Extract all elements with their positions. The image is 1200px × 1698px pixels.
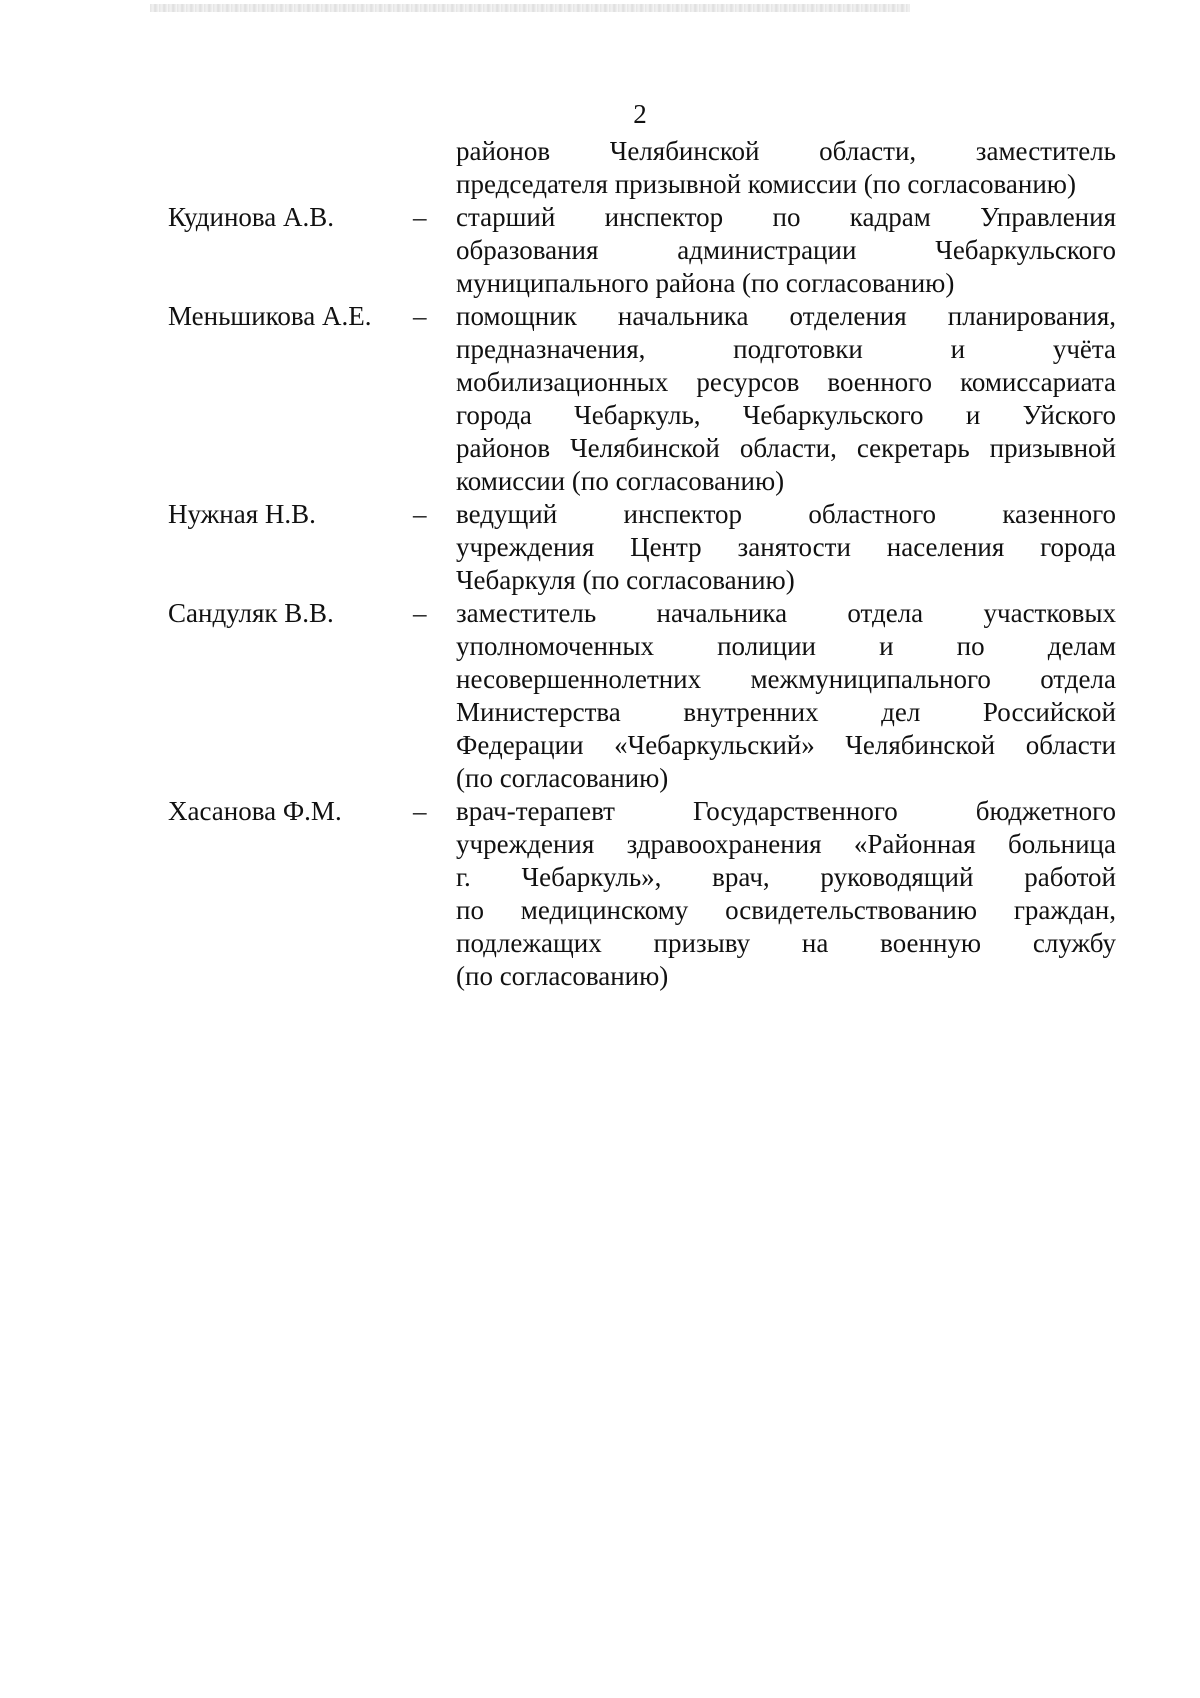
text-line: Министерства внутренних дел Российской xyxy=(456,697,1116,727)
dash-separator: – xyxy=(413,499,427,529)
dash-separator: – xyxy=(413,301,427,331)
text-line: врач-терапевт Государственного бюджетного xyxy=(456,796,1116,826)
text-line: образования администрации Чебаркульского xyxy=(456,235,1116,265)
scan-edge-artifact xyxy=(150,4,910,12)
text-line: заместитель начальника отдела участковых xyxy=(456,598,1116,628)
text-line: помощник начальника отделения планирования, xyxy=(456,301,1116,331)
member-description xyxy=(456,201,1116,300)
member-name: Хасанова Ф.М. xyxy=(168,796,342,826)
text-line: несовершеннолетних межмуниципального отдела xyxy=(456,664,1116,694)
text-line: районов Челябинской области, заместитель xyxy=(456,136,1116,166)
member-name: Кудинова А.В. xyxy=(168,202,335,232)
member-name: Нужная Н.В. xyxy=(168,499,316,529)
member-description xyxy=(456,498,1116,597)
text-line: председателя призывной комиссии (по согласованию) xyxy=(456,169,1076,199)
member-name: Сандуляк В.В. xyxy=(168,598,334,628)
text-line: города Чебаркуль, Чебаркульского и Уйского xyxy=(456,400,1116,430)
page-number: 2 xyxy=(633,99,647,129)
text-line: уполномоченных полиции и по делам xyxy=(456,631,1116,661)
text-line: г. Чебаркуль», врач, руководящий работой xyxy=(456,862,1116,892)
dash-separator: – xyxy=(413,598,427,628)
text-line: (по согласованию) xyxy=(456,961,669,991)
text-line: учреждения здравоохранения «Районная больница xyxy=(456,829,1116,859)
dash-separator: – xyxy=(413,796,427,826)
text-line: мобилизационных ресурсов военного комиссариата xyxy=(456,367,1116,397)
member-name: Меньшикова А.Е. xyxy=(168,301,372,331)
continuation-text xyxy=(456,135,1116,201)
text-line: (по согласованию) xyxy=(456,763,669,793)
text-line: предназначения, подготовки и учёта xyxy=(456,334,1116,364)
member-description xyxy=(456,597,1116,795)
dash-separator: – xyxy=(413,202,427,232)
text-line: старший инспектор по кадрам Управления xyxy=(456,202,1116,232)
text-line: подлежащих призыву на военную службу xyxy=(456,928,1116,958)
text-line: по медицинскому освидетельствованию граждан, xyxy=(456,895,1116,925)
text-line: Федерации «Чебаркульский» Челябинской области xyxy=(456,730,1116,760)
text-line: Чебаркуля (по согласованию) xyxy=(456,565,795,595)
member-description xyxy=(456,795,1116,993)
text-line: комиссии (по согласованию) xyxy=(456,466,785,496)
text-line: учреждения Центр занятости населения города xyxy=(456,532,1116,562)
text-line: муниципального района (по согласованию) xyxy=(456,268,955,298)
text-line: районов Челябинской области, секретарь призывной xyxy=(456,433,1116,463)
member-description xyxy=(456,300,1116,498)
text-line: ведущий инспектор областного казенного xyxy=(456,499,1116,529)
